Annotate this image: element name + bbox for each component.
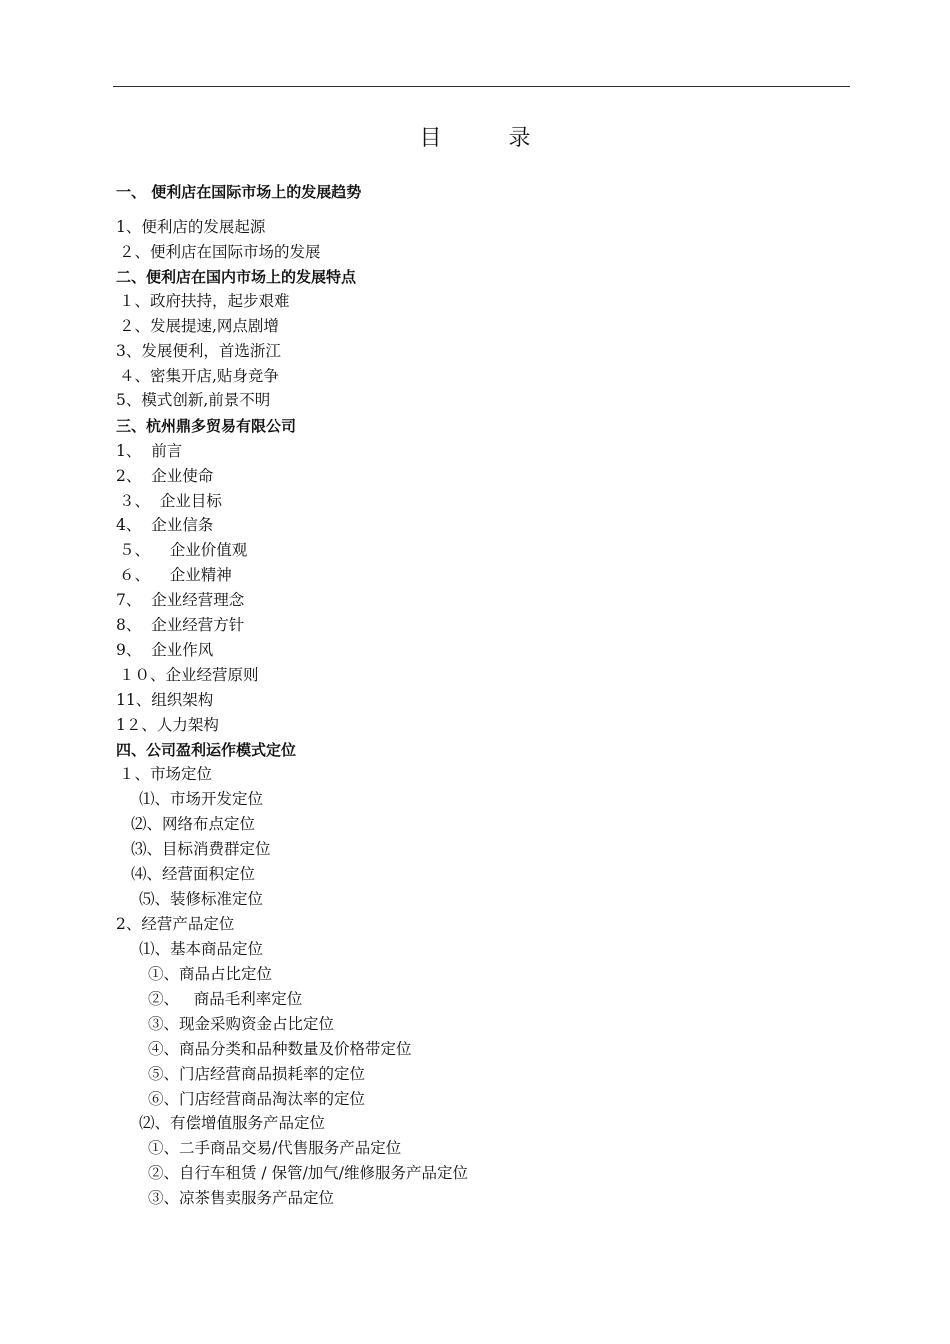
toc-entry[interactable]: ④、商品分类和品种数量及价格带定位 (148, 1040, 412, 1058)
toc-entry[interactable]: ①、二手商品交易/代售服务产品定位 (148, 1139, 402, 1157)
toc-entry[interactable]: 一、 便利店在国际市场上的发展趋势 (116, 183, 362, 201)
toc-entry[interactable]: ①、商品占比定位 (148, 965, 273, 983)
toc-entry[interactable]: ２、发展提速,网点剧增 (119, 317, 279, 335)
toc-entry[interactable]: 3、发展便利，首选浙江 (116, 342, 281, 360)
toc-entry[interactable]: 1、便利店的发展起源 (116, 218, 266, 236)
toc-entry[interactable]: 11、组织架构 (116, 691, 214, 709)
toc-entry[interactable]: １、市场定位 (119, 765, 213, 783)
toc-entry[interactable]: ２、便利店在国际市场的发展 (119, 243, 321, 261)
toc-entry[interactable]: 2、经营产品定位 (116, 915, 235, 933)
toc-entry[interactable]: ②、自行车租赁 / 保管/加气/维修服务产品定位 (148, 1164, 469, 1182)
toc-entry[interactable]: ⑴、市场开发定位 (139, 790, 264, 808)
toc-entry[interactable]: ⑸、装修标准定位 (139, 890, 264, 908)
toc-entry[interactable]: ６、 企业精神 (119, 566, 232, 584)
toc-entry[interactable]: ５、 企业价值观 (119, 541, 248, 559)
toc-entry[interactable]: 1、 前言 (116, 442, 183, 460)
toc-entry[interactable]: ⑥、门店经营商品淘汰率的定位 (148, 1090, 366, 1108)
toc-entry[interactable]: ③、现金采购资金占比定位 (148, 1015, 335, 1033)
toc-entry[interactable]: 三、杭州鼎多贸易有限公司 (116, 417, 297, 435)
toc-entry[interactable]: ③、凉茶售卖服务产品定位 (148, 1189, 335, 1207)
toc-entry[interactable]: １、政府扶持，起步艰难 (119, 292, 290, 310)
toc-entry[interactable]: 8、 企业经营方针 (116, 616, 245, 634)
toc-entry[interactable]: ⑶、目标消费群定位 (131, 840, 271, 858)
toc-entry[interactable]: 四、公司盈利运作模式定位 (116, 741, 297, 759)
toc-entry[interactable]: 二、便利店在国内市场上的发展特点 (116, 268, 357, 286)
toc-entry[interactable]: ⑴、基本商品定位 (139, 940, 264, 958)
toc-entry[interactable]: ⑤、门店经营商品损耗率的定位 (148, 1065, 366, 1083)
toc-entry[interactable]: ⑵、网络布点定位 (131, 815, 256, 833)
toc-entry[interactable]: 9、 企业作风 (116, 641, 214, 659)
toc-entry[interactable]: ４、密集开店,贴身竞争 (119, 367, 279, 385)
toc-entry[interactable]: ⑷、经营面积定位 (131, 865, 256, 883)
page-title: 目 录 (419, 126, 561, 151)
toc-entry[interactable]: 1２、人力架构 (116, 716, 219, 734)
toc-entry[interactable]: 5、模式创新,前景不明 (116, 391, 271, 409)
toc-entry[interactable]: １０、企业经营原则 (119, 666, 259, 684)
toc-entry[interactable]: 7、 企业经营理念 (116, 591, 245, 609)
toc-entry[interactable]: ３、 企业目标 (119, 492, 222, 510)
toc-entry[interactable]: ②、 商品毛利率定位 (148, 990, 303, 1008)
toc-entry[interactable]: ⑵、有偿增值服务产品定位 (139, 1114, 326, 1132)
toc-entry[interactable]: 4、 企业信条 (116, 516, 214, 534)
header-rule (113, 86, 850, 87)
toc-entry[interactable]: 2、 企业使命 (116, 467, 214, 485)
